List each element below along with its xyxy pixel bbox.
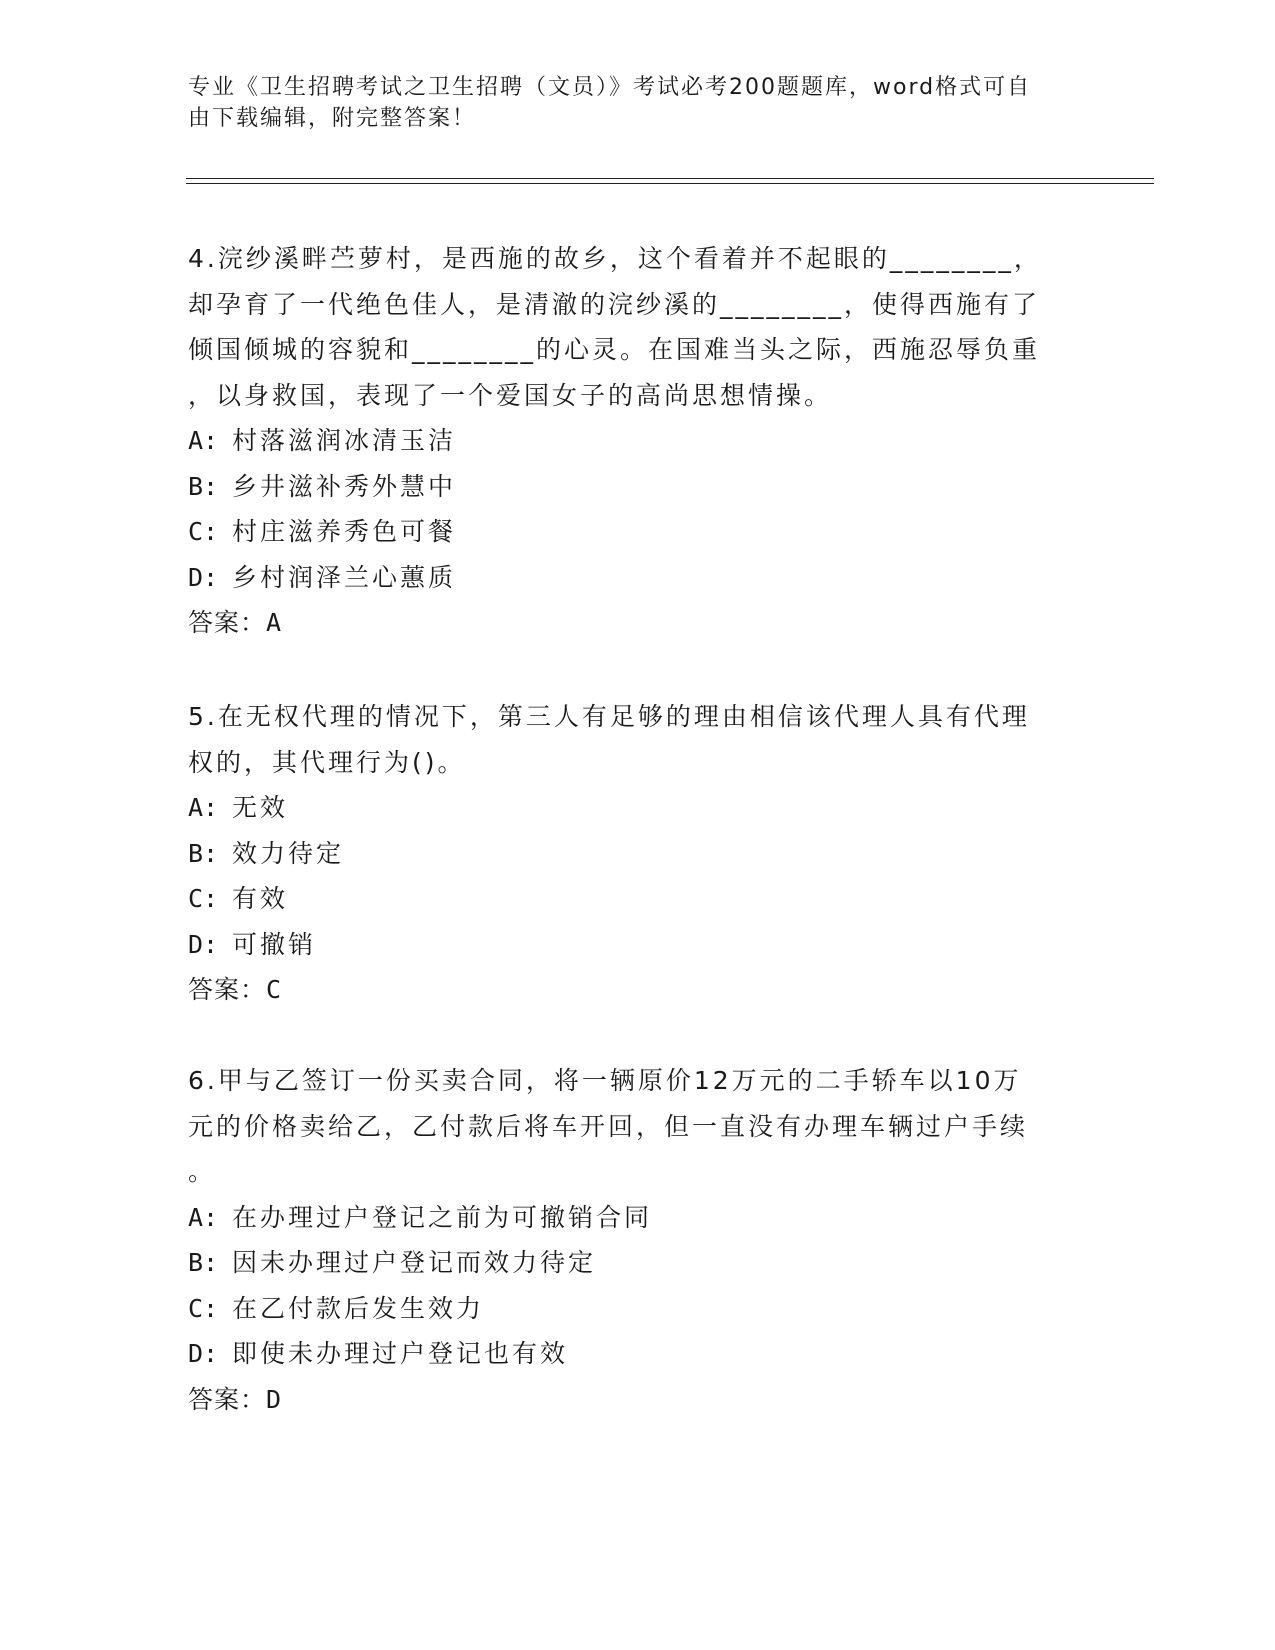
option-text: 无效: [232, 793, 289, 822]
header-line-1: 专业《卫生招聘考试之卫生招聘（文员）》考试必考200题题库，word格式可自: [188, 75, 1032, 100]
option-letter: C:: [188, 517, 219, 546]
option-letter: C:: [188, 1293, 219, 1323]
question-6: [188, 1058, 1068, 1422]
question-stem: [188, 1058, 1068, 1195]
option-text: 因未办理过户登记而效力待定: [232, 1248, 597, 1277]
option-letter: B:: [188, 838, 219, 868]
document-header: [188, 72, 1068, 134]
option-c: [188, 876, 1068, 922]
option-text: 村落滋润冰清玉洁: [232, 426, 457, 455]
option-text: 效力待定: [232, 838, 345, 868]
stem-line: 6.甲与乙签订一份买卖合同，将一辆原价12万元的二手轿车以10万: [188, 1066, 1022, 1095]
option-letter: D:: [188, 562, 219, 592]
option-a: [188, 1195, 1068, 1241]
answer-line: [188, 967, 1068, 1013]
question-stem: [188, 236, 1068, 418]
option-letter: D:: [188, 1339, 219, 1368]
option-letter: C:: [188, 884, 219, 913]
option-text: 乡村润泽兰心蕙质: [232, 562, 457, 592]
option-a: [188, 418, 1068, 464]
answer-label: 答案：: [188, 975, 267, 1004]
stem-line: 倾国倾城的容貌和________的心灵。在国难当头之际，西施忍辱负重: [188, 335, 1041, 364]
stem-line: 4.浣纱溪畔苎萝村，是西施的故乡，这个看着并不起眼的________，: [188, 244, 1042, 273]
header-line-2: 由下载编辑，附完整答案！: [188, 106, 477, 131]
answer-value: C: [266, 975, 283, 1004]
option-c: [188, 1286, 1068, 1332]
option-b: [188, 831, 1068, 877]
option-a: [188, 785, 1068, 831]
answer-line: [188, 1377, 1068, 1423]
option-text: 可撤销: [232, 929, 317, 959]
stem-line: 5.在无权代理的情况下，第三人有足够的理由相信该代理人具有代理: [188, 702, 1030, 731]
header-divider-bottom: [186, 183, 1154, 184]
option-text: 即使未办理过户登记也有效: [232, 1339, 569, 1368]
question-5: [188, 694, 1068, 1013]
option-text: 村庄滋养秀色可餐: [232, 517, 457, 546]
option-letter: A:: [188, 1202, 219, 1232]
option-d: [188, 555, 1068, 601]
answer-line: [188, 600, 1068, 646]
option-letter: A:: [188, 793, 219, 822]
answer-value: D: [266, 1384, 283, 1414]
stem-line: 却孕育了一代绝色佳人，是清澈的浣纱溪的________，使得西施有了: [188, 289, 1041, 319]
option-letter: D:: [188, 929, 219, 959]
question-4: [188, 236, 1068, 646]
option-text: 有效: [232, 884, 289, 913]
option-letter: B:: [188, 471, 219, 501]
option-text: 乡井滋补秀外慧中: [232, 471, 457, 501]
option-d: [188, 922, 1068, 968]
option-letter: B:: [188, 1248, 219, 1277]
option-c: [188, 509, 1068, 555]
answer-label: 答案：: [188, 1384, 267, 1414]
stem-line: 元的价格卖给乙，乙付款后将车开回，但一直没有办理车辆过户手续: [188, 1111, 1029, 1141]
option-b: [188, 464, 1068, 510]
answer-label: 答案：: [188, 608, 267, 637]
question-stem: [188, 694, 1068, 785]
option-b: [188, 1240, 1068, 1286]
option-text: 在办理过户登记之前为可撤销合同: [232, 1202, 653, 1232]
stem-line: ，以身救国，表现了一个爱国女子的高尚思想情操。: [188, 380, 833, 410]
option-d: [188, 1331, 1068, 1377]
stem-line: 。: [188, 1157, 217, 1186]
stem-line: 权的，其代理行为()。: [188, 747, 466, 777]
option-text: 在乙付款后发生效力: [232, 1293, 485, 1323]
option-letter: A:: [188, 426, 219, 455]
answer-value: A: [266, 608, 283, 637]
header-divider-top: [186, 178, 1154, 179]
